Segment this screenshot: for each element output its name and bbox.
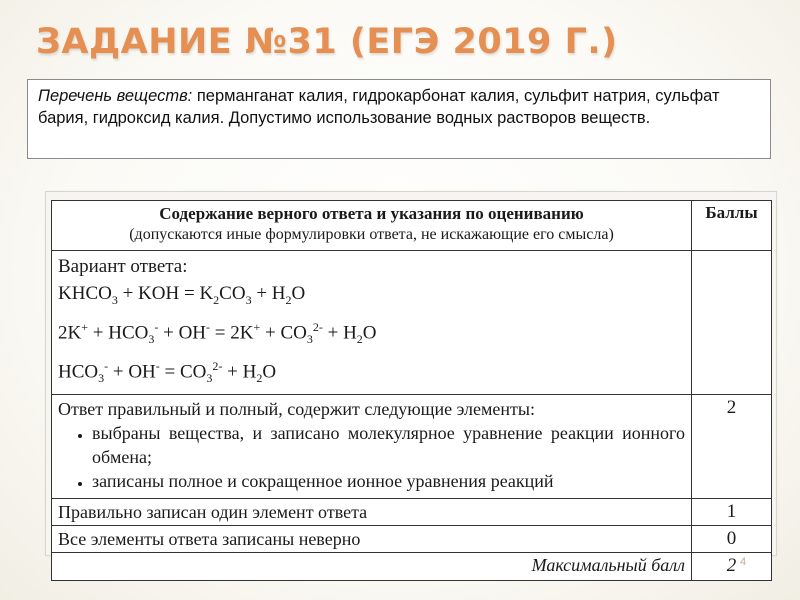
- table-row-one-element: [52, 499, 772, 526]
- list-item: • записаны полное и сокращенное ионное уравнения реакций: [92, 469, 685, 493]
- header-score: Баллы: [692, 201, 772, 251]
- substances-lead: Перечень веществ:: [38, 87, 193, 105]
- full-answer-score: 2: [692, 395, 772, 499]
- max-score-value: 2: [692, 553, 772, 581]
- list-item: • выбраны вещества, и записано молекулярное уравнение реакции ионного обмена;: [92, 421, 685, 469]
- table-row-header: [52, 201, 772, 251]
- one-element-score: 1: [692, 499, 772, 526]
- max-score-label: Максимальный балл: [52, 553, 692, 581]
- criteria-list: [58, 421, 685, 493]
- header-main-cell: [52, 201, 692, 251]
- table-row-max: [52, 553, 772, 581]
- equation-full-ionic: $2K^+ + HCO_3^- + OH^- = 2K^+ + CO_3^{2-} + H_2O$: [58, 319, 377, 346]
- full-answer-intro: Ответ правильный и полный, содержит следующие элементы:: [58, 399, 535, 420]
- full-answer-cell: [52, 395, 692, 499]
- table-row-full-answer: [52, 395, 772, 499]
- answer-score-cell: [692, 251, 772, 395]
- answer-cell: [52, 251, 692, 395]
- table-row-answer: [52, 251, 772, 395]
- all-wrong-text: Все элементы ответа записаны неверно: [52, 526, 692, 553]
- table-row-all-wrong: [52, 526, 772, 553]
- header-sub: (допускаются иные формулировки ответа, не искажающие его смысла): [129, 226, 614, 243]
- answer-label: Вариант ответа:: [58, 256, 188, 277]
- grading-table: [51, 200, 772, 581]
- equation-short-ionic: $HCO_3^- + OH^- = CO_3^{2-} + H_2O$: [58, 358, 277, 386]
- equation-molecular: $KHCO_3$ + KOH = $K_2CO_3 + H_2O$: [58, 283, 306, 307]
- slide-number: 4: [740, 556, 747, 568]
- all-wrong-score: 0: [692, 526, 772, 553]
- slide-title: ЗАДАНИЕ №31 (ЕГЭ 2019 Г.): [36, 22, 618, 62]
- header-main: Содержание верного ответа и указания по оцениванию: [159, 204, 584, 223]
- one-element-text: Правильно записан один элемент ответа: [52, 499, 692, 526]
- substances-box: [27, 79, 771, 159]
- grading-table-scan: [45, 191, 777, 577]
- substances-text: перманганат калия, гидрокарбонат калия, сульфит натрия, сульфат бария, гидроксид калия. Допустимо использование водных растворов веществ.: [38, 87, 720, 127]
